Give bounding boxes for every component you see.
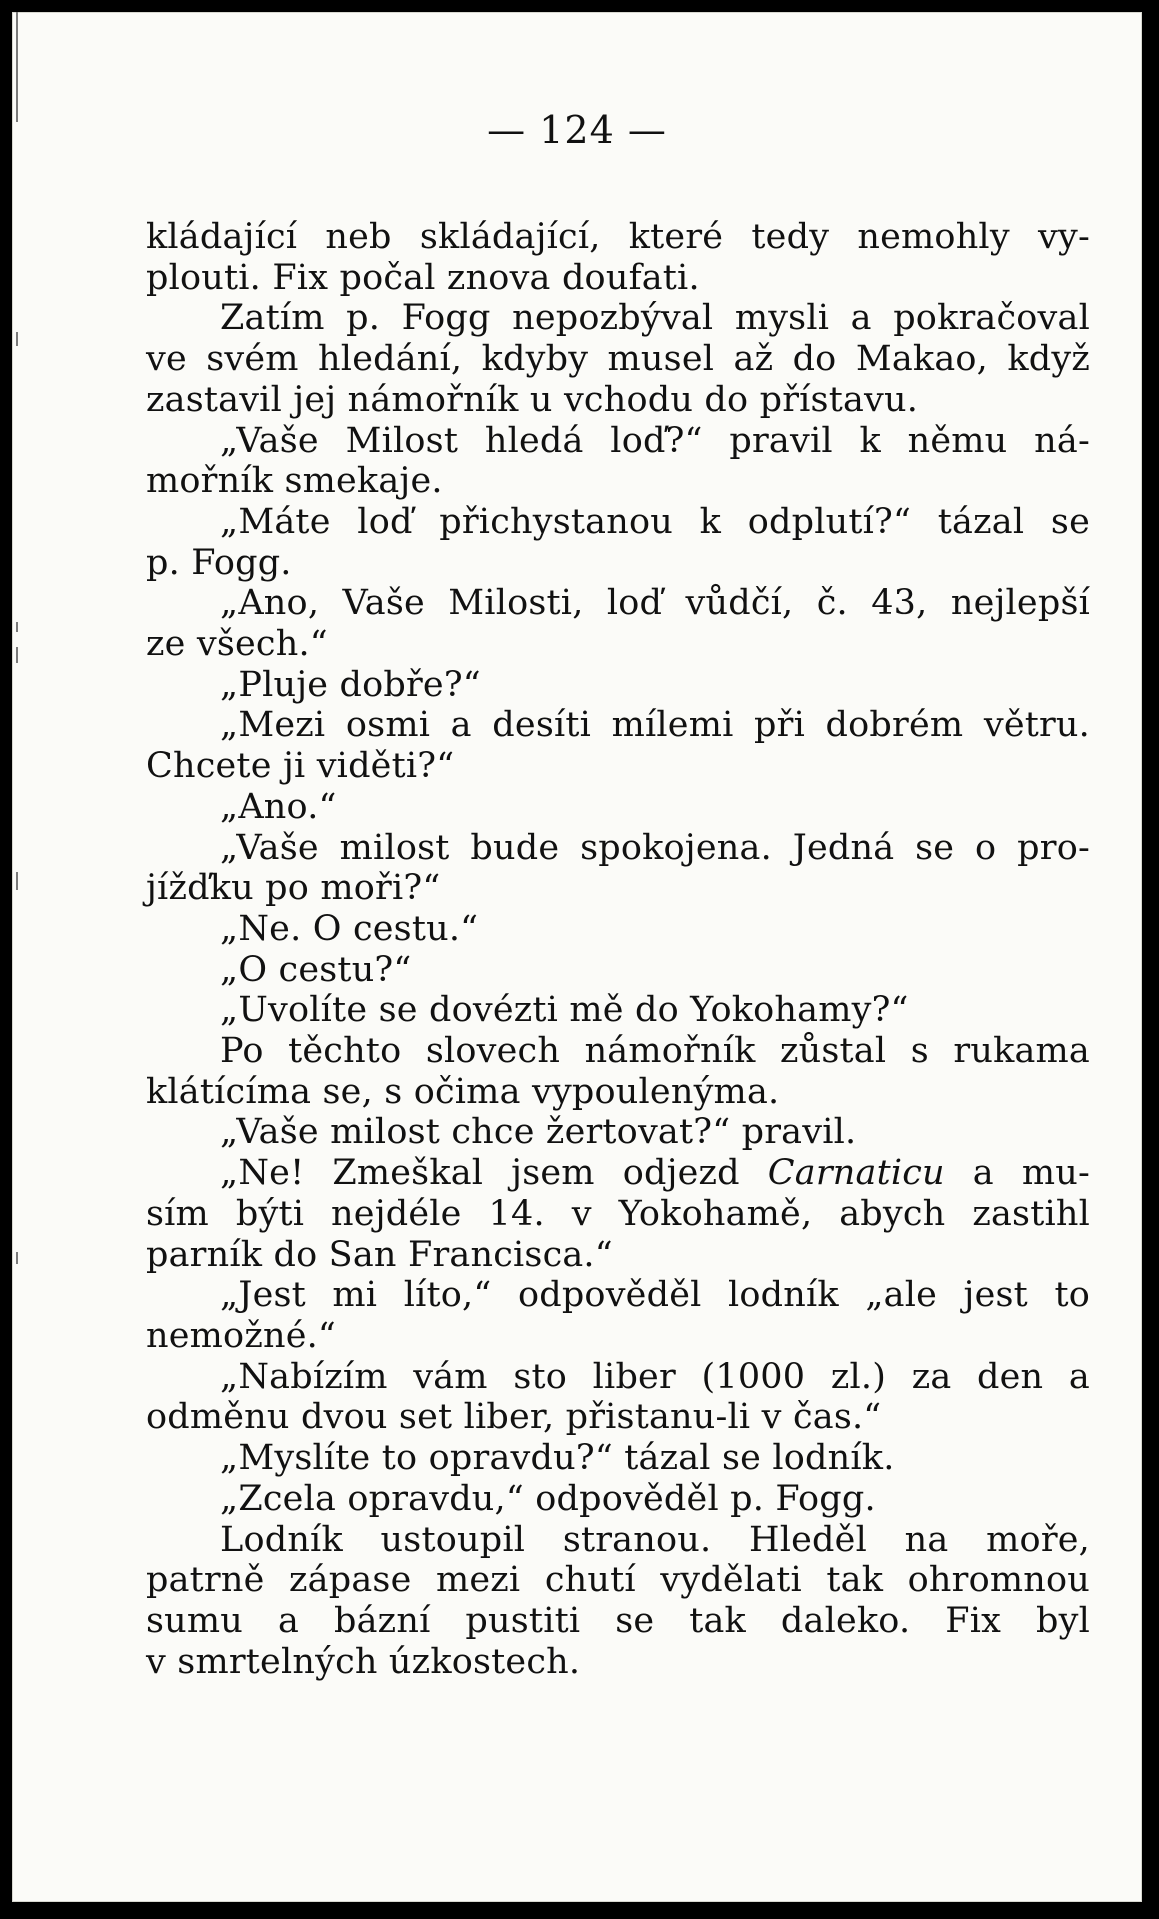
text-line: mořník smekaje. — [146, 461, 443, 502]
text-line: zastavil jej námořník u vchodu do přístavu. — [146, 379, 919, 420]
text-line: „Mezi osmi a desíti mílemi při dobrém větru. — [220, 705, 1090, 746]
text-line: sím býti nejdéle 14. v Yokohamě, abych zastihl — [146, 1193, 1090, 1234]
text-line: „Vaše milost chce žertovat?“ pravil. — [220, 1112, 857, 1153]
text-line: jížďku po moři?“ — [146, 868, 441, 909]
text-line: kládající neb skládající, které tedy nemohly vy- — [146, 217, 1090, 257]
text-line: Zatím p. Fogg nepozbýval mysli a pokračoval — [220, 298, 1090, 339]
text-line: „Jest mi líto,“ odpověděl lodník „ale jest to — [220, 1275, 1090, 1316]
text-line: „Myslíte to opravdu?“ tázal se lodník. — [220, 1438, 895, 1479]
text-line: nemožné.“ — [146, 1315, 337, 1356]
text-line: „Zcela opravdu,“ odpověděl p. Fogg. — [220, 1478, 876, 1519]
text-line: patrně zápase mezi chutí vydělati tak ohromnou — [146, 1560, 1090, 1601]
text-line: v smrtelných úzkostech. — [146, 1641, 581, 1682]
text-line: odměnu dvou set liber, přistanu-li v čas.“ — [146, 1397, 882, 1438]
text-fragment: „Ne! Zmeškal jsem odjezd — [220, 1153, 768, 1194]
text-line: „Ano.“ — [220, 786, 337, 827]
text-line: Chcete ji viděti?“ — [146, 746, 455, 787]
text-line: „Vaše Milost hledá loď?“ pravil k němu ná- — [220, 420, 1090, 461]
text-line: Lodník ustoupil stranou. Hleděl na moře, — [220, 1519, 1090, 1560]
text-line: Po těchto slovech námořník zůstal s rukama — [220, 1031, 1090, 1072]
text-line: plouti. Fix počal znova doufati. — [146, 257, 700, 298]
book-page — [12, 12, 1142, 1902]
text-line: „Pluje dobře?“ — [220, 664, 481, 705]
text-line: klátícíma se, s očima vypoulenýma. — [146, 1071, 780, 1112]
text-line: „O cestu?“ — [220, 949, 412, 990]
text-line — [146, 1153, 1090, 1194]
text-line: ze všech.“ — [146, 624, 328, 665]
text-line: sumu a bázní pustiti se tak daleko. Fix byl — [146, 1600, 1090, 1641]
text-line: „Vaše milost bude spokojena. Jedná se o pro- — [220, 827, 1090, 868]
text-line: „Uvolíte se dovézti mě do Yokohamy?“ — [220, 990, 909, 1031]
text-line: ve svém hledání, kdyby musel až do Makao, když — [146, 339, 1090, 380]
page-number: — 124 — — [487, 108, 667, 152]
scan-edge-marks — [16, 12, 24, 1902]
text-line: „Nabízím vám sto liber (1000 zl.) za den a — [220, 1356, 1090, 1397]
italic-ship-name: Carnaticu — [767, 1153, 945, 1194]
text-line: „Máte loď přichystanou k odplutí?“ tázal se — [220, 501, 1090, 542]
text-fragment: a mu- — [944, 1153, 1090, 1194]
text-line: p. Fogg. — [146, 542, 292, 583]
text-line: „Ne. O cestu.“ — [220, 908, 479, 949]
page-body-text — [146, 217, 1090, 1682]
text-line: parník do San Francisca.“ — [146, 1234, 613, 1275]
text-line: „Ano, Vaše Milosti, loď vůdčí, č. 43, nejlepší — [220, 583, 1090, 624]
